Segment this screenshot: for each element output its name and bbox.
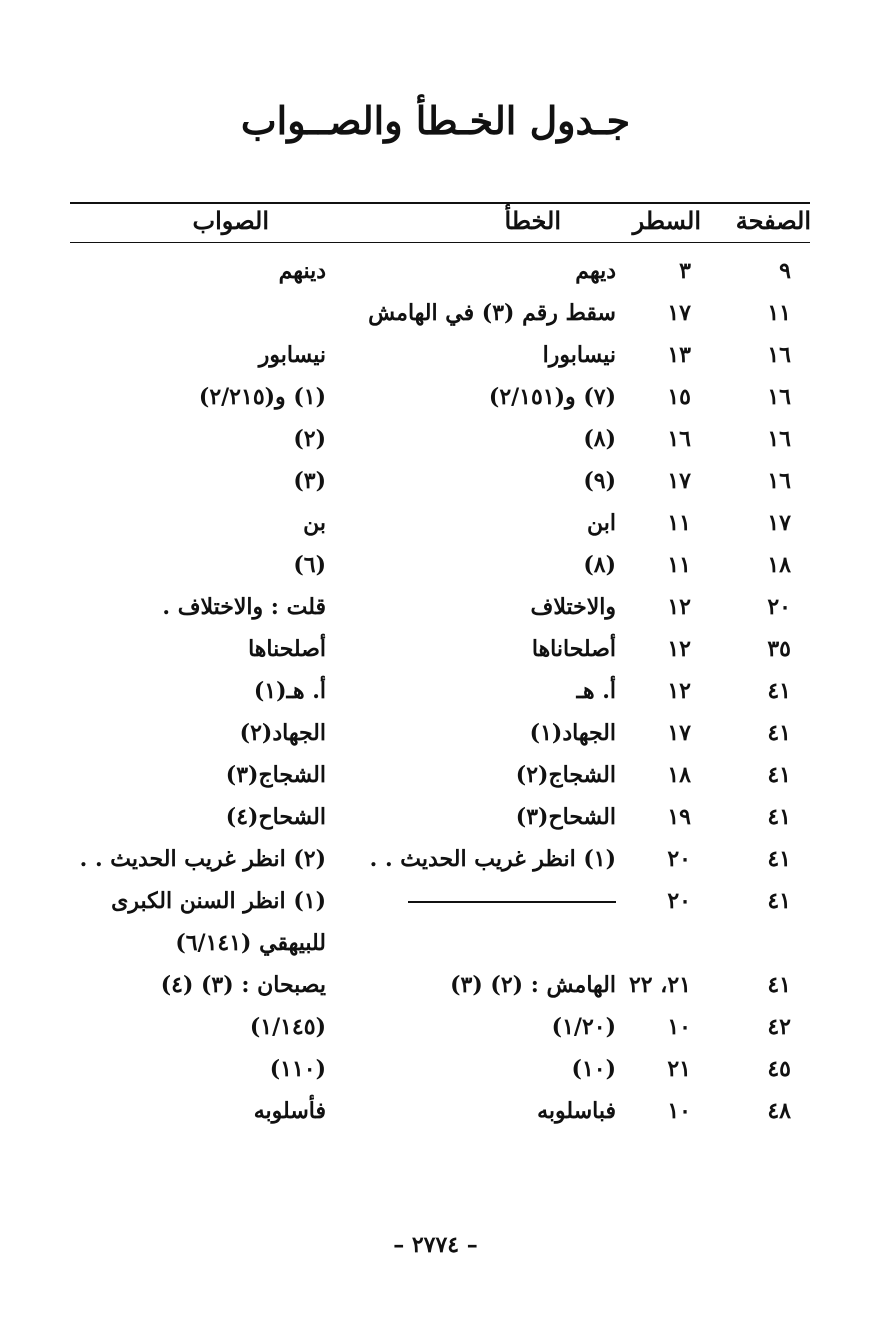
table-row [0,1048,871,1090]
table-row [0,460,871,502]
cell-right: (٣) [293,468,326,494]
table-row [0,796,871,838]
cell-wrong: أ. هـ [576,678,616,704]
cell-wrong: (١) انظر غريب الحديث . . [369,846,616,872]
cell-right: (٢) [293,426,326,452]
cell-wrong: فباسلوبه [537,1098,616,1124]
cell-line: ٣ [679,258,691,284]
table-header-rule [70,242,810,243]
cell-line: ١٥ [667,384,691,410]
blank-line [296,880,616,922]
errata-table-body [0,250,871,1130]
cell-right: بن [303,510,326,536]
table-row [0,544,871,586]
table-row [0,712,871,754]
table-top-rule [70,202,810,204]
cell-line: ١٢ [667,678,691,704]
cell-right: قلت : والاختلاف . [162,594,326,620]
table-row [0,964,871,1006]
cell-page: ٤١ [767,678,791,704]
cell-line: ١٢ [667,594,691,620]
cell-line: ١٠ [667,1098,691,1124]
cell-right: الشحاح(٤) [225,804,326,830]
cell-line: ١٦ [667,426,691,452]
table-row [0,628,871,670]
cell-right: أصلحناها [248,636,326,662]
cell-right: الجهاد(٢) [239,720,326,746]
cell-wrong: سقط رقم (٣) في الهامش [368,300,616,326]
cell-right: (٢) انظر غريب الحديث . . [79,846,326,872]
cell-page: ٣٥ [767,636,791,662]
cell-page: ٤١ [767,720,791,746]
cell-wrong: (١٠) [571,1056,616,1082]
cell-wrong: الجهاد(١) [529,720,616,746]
cell-right: الشجاج(٣) [225,762,326,788]
table-row [0,376,871,418]
cell-line: ١٧ [667,300,691,326]
table-header [0,206,871,240]
cell-line: ١٣ [667,342,691,368]
table-row [0,292,871,334]
cell-line: ١١ [667,552,691,578]
page-number: – ٢٧٧٤ – [393,1232,478,1258]
cell-page: ١٦ [767,468,791,494]
header-line: السطر [632,206,701,235]
cell-wrong: (٨) [583,552,616,578]
cell-page: ٤٢ [767,1014,791,1040]
cell-right: يصبحان : (٣) (٤) [160,972,326,998]
header-right: الصواب [192,206,269,235]
cell-line: ١١ [667,510,691,536]
table-row [0,670,871,712]
cell-page: ٤١ [767,846,791,872]
cell-page: ٩ [779,258,791,284]
page-title: جـدول الخـطأ والصــواب [240,98,631,143]
cell-right: (١/١٤٥) [249,1014,326,1040]
table-row [0,1006,871,1048]
cell-page: ٤١ [767,762,791,788]
table-row [0,838,871,880]
cell-page: ١٨ [767,552,791,578]
cell-wrong: (٧) و(٢/١٥١) [488,384,616,410]
cell-right: (١) و(٢/٢١٥) [198,384,326,410]
table-row [0,586,871,628]
cell-right: نيسابور [258,342,326,368]
cell-line: ١٧ [667,468,691,494]
cell-line: ١٢ [667,636,691,662]
table-row [0,754,871,796]
cell-line: ٢٠ [667,846,691,872]
table-row [0,334,871,376]
cell-page: ٤١ [767,888,791,914]
cell-page: ٤٥ [767,1056,791,1082]
cell-line: ١٧ [667,720,691,746]
cell-line: ١٩ [667,804,691,830]
cell-wrong: (٩) [583,468,616,494]
cell-right: (١١٠) [269,1056,326,1082]
cell-page: ٢٠ [767,594,791,620]
cell-wrong: ابن [587,510,616,536]
table-row [0,880,871,956]
cell-wrong: نيسابورا [542,342,616,368]
cell-wrong: والاختلاف [530,594,616,620]
cell-line: ١٠ [667,1014,691,1040]
cell-wrong: الشحاح(٣) [515,804,616,830]
table-row [0,1090,871,1132]
cell-page: ٤٨ [767,1098,791,1124]
cell-wrong: الهامش : (٢) (٣) [450,972,616,998]
cell-line: ٢١، ٢٢ [628,972,691,998]
header-page: الصفحة [735,206,811,235]
cell-line: ٢٠ [667,888,691,914]
cell-page: ٤١ [767,972,791,998]
cell-page: ١٧ [767,510,791,536]
cell-wrong: (١/٢٠) [551,1014,616,1040]
cell-wrong: ديهم [575,258,616,284]
cell-right: (١) انظر السنن الكبرى [111,888,326,914]
cell-line: ١٨ [667,762,691,788]
cell-line: ٢١ [667,1056,691,1082]
cell-wrong: الشجاج(٢) [515,762,616,788]
cell-right: (٦) [293,552,326,578]
cell-page: ١٦ [767,426,791,452]
header-wrong: الخطأ [504,206,561,235]
cell-wrong: (٨) [583,426,616,452]
cell-right: دينهم [278,258,326,284]
table-row [0,502,871,544]
cell-wrong: أصلحاناها [531,636,616,662]
table-row [0,418,871,460]
cell-right-continued: للبيهقي (٦/١٤١) [175,930,326,956]
cell-page: ١٦ [767,342,791,368]
cell-right: أ. هـ(١) [253,678,326,704]
cell-page: ١١ [767,300,791,326]
table-row [0,250,871,292]
cell-page: ١٦ [767,384,791,410]
cell-right: فأسلوبه [253,1098,326,1124]
cell-page: ٤١ [767,804,791,830]
